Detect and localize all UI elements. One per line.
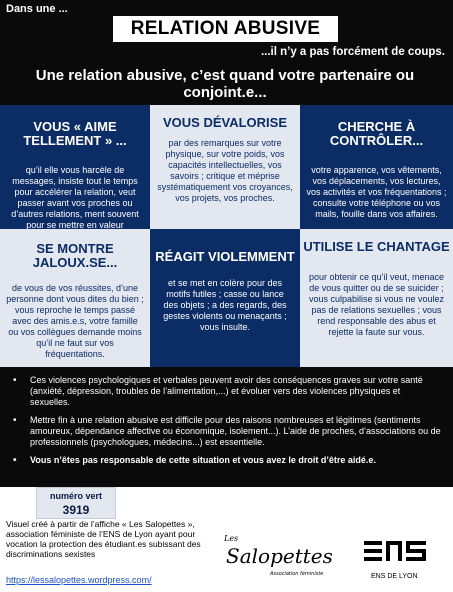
cell-chantage	[300, 229, 453, 367]
cell-aime-tellement	[0, 105, 150, 229]
list-item: • Mettre fin à une relation abusive est difficile pour des raisons nombreuses et légitimes (sentiments amoureux, dépendance affective ou économique, isolement...). L’aide de proches, d’associations ou de professionnels (psychologues, médecins...) est essentielle.	[10, 415, 441, 448]
cell-heading: UTILISE LE CHANTAGE	[303, 239, 450, 254]
cell-text: votre apparence, vos vêtements, vos déplacements, vos lectures, vos activités et vos fréquentations ; consulte votre téléphone ou vos mails, fouille dans vos affaires.	[306, 165, 447, 219]
list-item: • Vous n’êtes pas responsable de cette situation et vous avez le droit d’être aidé.e.	[10, 455, 441, 466]
numero-vert-badge	[36, 487, 116, 519]
headline: Une relation abusive, c’est quand votre partenaire ou conjoint.e...	[35, 67, 415, 101]
website-link[interactable]: https://lessalopettes.wordpress.com/	[6, 575, 152, 585]
cell-heading: SE MONTRE JALOUX.SE...	[32, 241, 118, 270]
cell-heading: CHERCHE À CONTRÔLER...	[329, 119, 424, 148]
behaviour-grid	[0, 105, 453, 367]
ens-logo-label: ENS DE LYON	[371, 573, 418, 580]
credit-text: Visuel créé à partir de l’affiche « Les Salopettes », association féministe de l’ENS de Lyon ayant pour vocation la protection des étudiant.es subissant des discriminations sexistes	[6, 519, 201, 559]
logo-les: Les	[224, 534, 239, 543]
cell-heading: RÉAGIT VIOLEMMENT	[155, 249, 295, 264]
cell-text: de vous de vos réussites, d’une personne dont vous dites du bien ; vous reproche le temps passé avec des amis.e.s, votre famille ou vos collègues demande moins qu’il ne faut sur vos fréquentations.	[6, 283, 144, 359]
logo-salopettes: Salopettes	[226, 544, 333, 568]
numero-vert-number: 3919	[62, 503, 90, 517]
cell-text: pour obtenir ce qu’il veut, menace de vous quitter ou de se suicider ; vous culpabilise si vous ne voulez pas de relations sexuelles ; vous rend responsable des abus et rejette la faute sur vous.	[308, 272, 445, 337]
cell-controler	[300, 105, 453, 229]
cell-heading: VOUS DÉVALORISE	[162, 115, 287, 130]
cell-devalorise	[150, 105, 300, 229]
salopettes-logo	[220, 529, 340, 579]
cell-text: qu’il elle vous harcèle de messages, insiste tout le temps pour accélérer la relation, veut passer avant vos proches ou d’autres relations, ment souvent pour se mettre en valeur	[11, 165, 139, 229]
cell-text: et se met en colère pour des motifs futiles ; casse ou lance des objets ; a des regards, des gestes violents ou menaçants ; vous insulte.	[163, 278, 287, 332]
cell-heading: VOUS « AIME TELLEMENT » ...	[23, 119, 127, 148]
logo-tagline: Association féministe	[270, 571, 324, 577]
cell-violemment	[150, 229, 300, 367]
info-panel	[0, 367, 453, 487]
cell-text: par des remarques sur votre physique, sur votre poids, vos capacités intellectuelles, vos savoirs ; critique et méprise systématiquement vos croyances, vos projets, vos proches.	[157, 138, 293, 203]
ens-logo	[360, 537, 440, 577]
numero-vert-label: numéro vert	[49, 491, 102, 501]
page-title: RELATION ABUSIVE	[130, 18, 321, 39]
bullet-list	[0, 367, 453, 466]
list-item: • Ces violences psychologiques et verbales peuvent avoir des conséquences graves sur votre santé (anxiété, dépression, troubles de l’alimentation,...) et évoluer vers des violences physiques et sexuelles.	[10, 375, 441, 408]
page-subtitle: ...il n’y a pas forcément de coups.	[260, 46, 445, 58]
header-intro: Dans une ...	[6, 3, 68, 15]
cell-jaloux	[0, 229, 150, 367]
